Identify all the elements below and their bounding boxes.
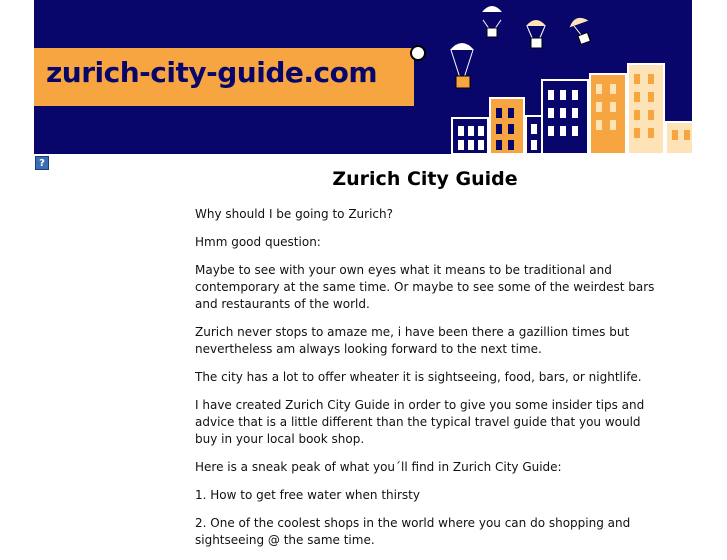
building-1 bbox=[452, 118, 488, 154]
parachute-icon bbox=[482, 6, 502, 37]
list-item-1: 1. How to get free water when thirsty bbox=[195, 488, 420, 502]
building-2 bbox=[490, 98, 524, 154]
paragraph-1: Why should I be going to Zurich? bbox=[195, 207, 393, 221]
list-item-2: 2. One of the coolest shops in the world where you can do shopping and sightseeing @ the same time. bbox=[195, 516, 631, 547]
building-5 bbox=[590, 74, 626, 154]
city-illustration bbox=[34, 0, 692, 154]
paragraph-7: Here is a sneak peak of what you´ll find in Zurich City Guide: bbox=[195, 460, 562, 474]
balloon-dot-icon bbox=[411, 46, 425, 60]
main-content bbox=[195, 168, 655, 560]
building-7 bbox=[666, 122, 692, 154]
page-title: Zurich City Guide bbox=[332, 168, 518, 190]
building-4 bbox=[542, 80, 588, 154]
paragraph-6: I have created Zurich City Guide in order to give you some insider tips and advice that is a little different than the typical travel guide that you would buy in your local book shop. bbox=[195, 398, 645, 446]
paragraph-3: Maybe to see with your own eyes what it means to be traditional and contemporary at the same time. Or maybe to see some of the weirdest bars and restaurants of the world. bbox=[195, 263, 655, 311]
parachute-icon bbox=[568, 15, 591, 44]
building-6 bbox=[628, 64, 664, 154]
site-banner[interactable] bbox=[34, 0, 692, 154]
parachute-icon bbox=[450, 43, 474, 88]
paragraph-4: Zurich never stops to amaze me, i have been there a gazillion times but nevertheless am always looking forward to the next time. bbox=[195, 325, 630, 356]
parachute-icon bbox=[526, 20, 546, 48]
broken-image-icon[interactable]: ? bbox=[35, 156, 49, 170]
paragraph-2: Hmm good question: bbox=[195, 235, 321, 249]
paragraph-5: The city has a lot to offer wheater it is sightseeing, food, bars, or nightlife. bbox=[195, 370, 642, 384]
site-logo-text[interactable]: zurich-city-guide.com bbox=[46, 56, 377, 89]
